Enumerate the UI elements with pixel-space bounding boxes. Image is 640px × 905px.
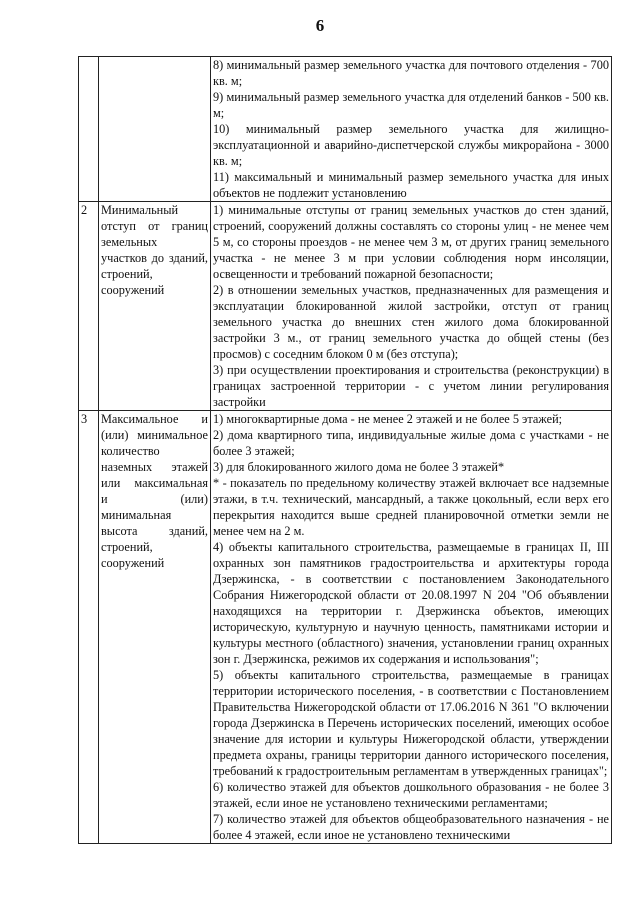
name-line: и (или) — [101, 492, 208, 506]
value-paragraph: 8) минимальный размер земельного участка для почтового отделения - 700 кв. м; — [213, 58, 609, 88]
row-number-cell: 3 — [79, 411, 99, 844]
table-row — [79, 202, 612, 411]
parameter-value-cell — [211, 202, 612, 411]
name-line: или максимальная — [101, 476, 208, 490]
name-line: количество — [101, 444, 160, 458]
value-paragraph: 6) количество этажей для объектов дошкольного образования - не более 3 этажей, если иное не установлено техническими регламентами; — [213, 780, 609, 810]
value-paragraph: 2) дома квартирного типа, индивидуальные жилые дома с участками - не более 3 этажей; — [213, 428, 609, 458]
value-paragraph: 5) объекты капитального строительства, размещаемые в границах территории исторического поселения, - в соответствии с Постановлением Правительства Нижегородской области от 17.06.2016 N 361 "О включении города Дзержинска в Перечень исторических поселений, имеющих особое значение для истории и культуры Нижегородской области, утверждении предмета охраны, границы территории данного исторического поселения, требований к градостроительным регламентам в утвержденных границах"; — [213, 668, 609, 778]
value-paragraph: 10) минимальный размер земельного участка для жилищно-эксплуатационной и аварийно-диспетчерской службы микрорайона - 3000 кв. м; — [213, 122, 609, 168]
name-line: сооружений — [101, 556, 165, 570]
row-number-cell — [79, 57, 99, 202]
value-paragraph: 1) минимальные отступы от границ земельных участков до стен зданий, строений, сооружений должны составлять со стороны улиц - не менее чем 5 м, со стороны проездов - не менее чем 3 м, от других границ земельного участка - не менее 3 м при условии соблюдения норм инсоляции, освещенности и требований пожарной безопасности; — [213, 203, 609, 281]
table-row — [79, 57, 612, 202]
page-number: 6 — [315, 16, 325, 35]
value-paragraph: * - показатель по предельному количеству этажей включает все надземные этажи, в т.ч. технический, мансардный, а также цокольный, если верх его перекрытия находится выше средней планировочной отметки земли не менее чем на 2 м. — [213, 476, 609, 538]
name-line: сооружений — [101, 283, 165, 297]
parameter-value-cell — [211, 57, 612, 202]
name-line: строений, — [101, 267, 153, 281]
name-line: наземных этажей — [101, 460, 208, 474]
value-paragraph: 2) в отношении земельных участков, предназначенных для размещения и эксплуатации блокированной жилой застройки, отступ от границ земельного участка до внешних стен жилого дома блокированной застройки 3 м., от границ земельного участка до общей стены (без просмов) с соседним блоком 0 м (без отступа); — [213, 283, 609, 361]
name-line: участков до зданий, — [101, 251, 208, 265]
name-line: минимальная — [101, 508, 172, 522]
name-line: строений, — [101, 540, 153, 554]
value-paragraph: 7) количество этажей для объектов общеобразовательного назначения - не более 4 этажей, если иное не установлено техническими — [213, 812, 609, 842]
value-paragraph: 9) минимальный размер земельного участка для отделений банков - 500 кв. м; — [213, 90, 609, 120]
parameter-name-cell — [99, 202, 211, 411]
value-paragraph: 1) многоквартирные дома - не менее 2 этажей и не более 5 этажей; — [213, 412, 563, 426]
name-line: Максимальное и — [101, 412, 208, 426]
parameter-value-cell — [211, 411, 612, 844]
value-paragraph: 3) для блокированного жилого дома не более 3 этажей* — [213, 460, 505, 474]
table-row — [79, 411, 612, 844]
regulations-table — [78, 56, 612, 844]
row-number-cell: 2 — [79, 202, 99, 411]
parameter-name-cell — [99, 411, 211, 844]
parameter-name-cell — [99, 57, 211, 202]
name-line: высота зданий, — [101, 524, 208, 538]
name-line: Минимальный — [101, 203, 179, 217]
value-paragraph: 4) объекты капитального строительства, размещаемые в границах II, III охранных зон памятников градостроительства и архитектуры города Дзержинска, - в соответствии с постановлением Законодательного Собрания Нижегородской области от 20.08.1997 N 204 "Об объявлении находящихся на территории г. Дзержинска объектов, имеющих историческую, культурную и научную ценность, памятниками истории и культуры местного (областного) значения, установлении границ охранных зон г. Дзержинска, режимов их содержания и использования"; — [213, 540, 609, 666]
name-line: отступ от границ — [101, 219, 208, 233]
value-paragraph: 11) максимальный и минимальный размер земельного участка для иных объектов не подлежит установлению — [213, 170, 609, 200]
name-line: земельных — [101, 235, 158, 249]
name-line: (или) минимальное — [101, 428, 208, 442]
value-paragraph: 3) при осуществлении проектирования и строительства (реконструкции) в границах застроенной территории - с учетом линии регулирования застройки — [213, 363, 609, 409]
